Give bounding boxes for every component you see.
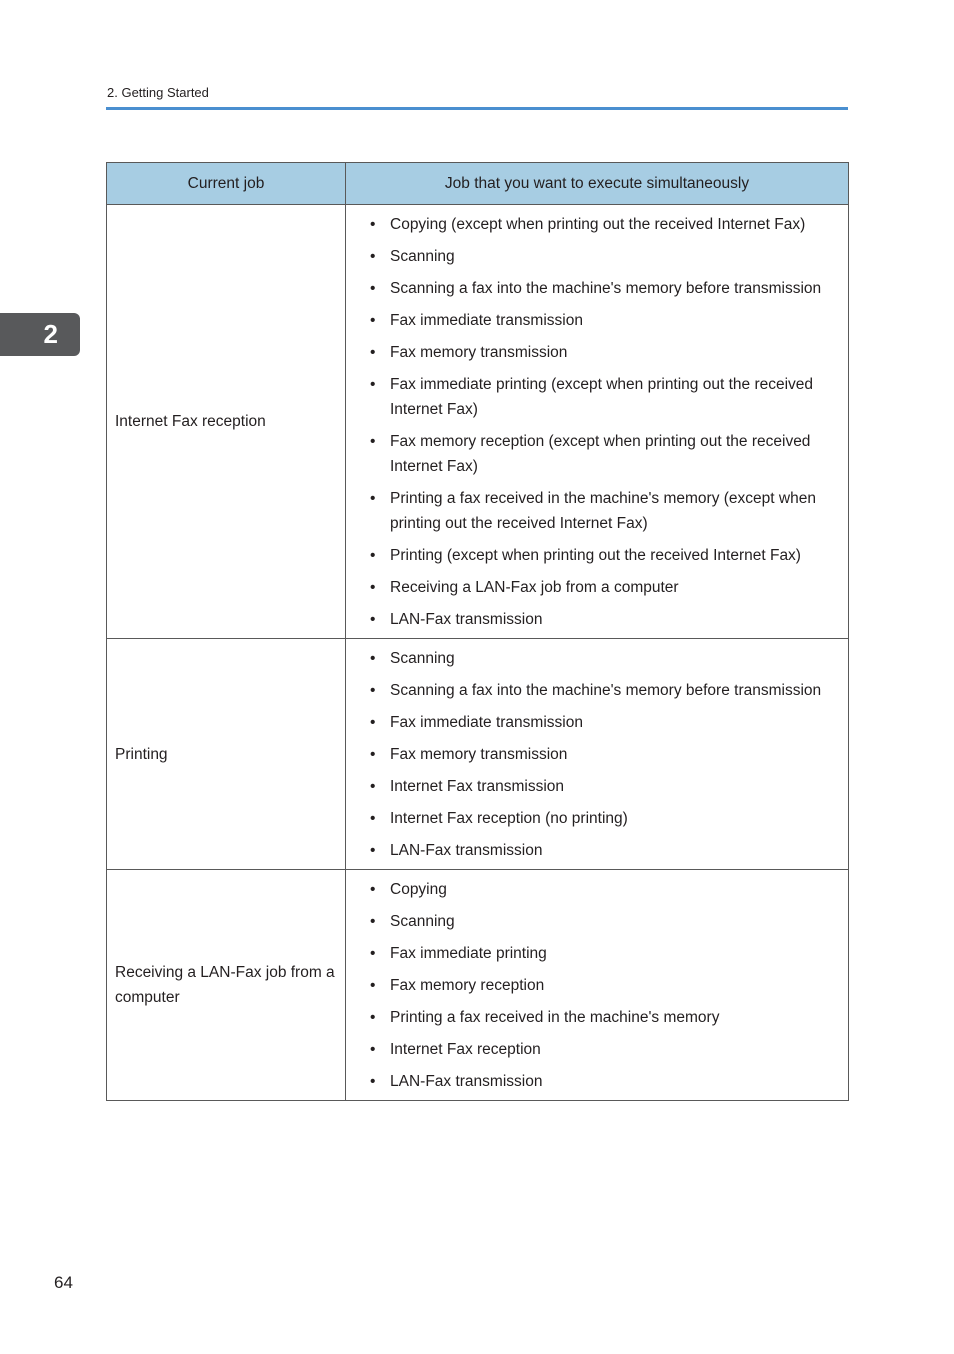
list-item-text: Printing a fax received in the machine's memory — [390, 1009, 720, 1026]
bullet-icon: • — [370, 344, 376, 361]
list-item-text: Fax immediate printing — [390, 945, 547, 962]
list-item-text: Copying (except when printing out the received Internet Fax) — [390, 216, 806, 233]
list-item — [370, 372, 842, 422]
list-item-text: Printing (except when printing out the received Internet Fax) — [390, 547, 801, 564]
list-item-text: Internet Fax transmission — [390, 778, 565, 795]
list-item-text: LAN-Fax transmission — [390, 842, 543, 859]
bullet-icon: • — [370, 746, 376, 763]
list-item — [370, 678, 842, 703]
bullet-icon: • — [370, 977, 376, 994]
current-job-cell: Printing — [107, 639, 346, 870]
simultaneous-jobs-list — [370, 212, 842, 632]
list-item — [370, 486, 842, 536]
list-item — [370, 877, 842, 902]
list-item-text: Fax memory transmission — [390, 746, 568, 763]
simultaneous-jobs-list — [370, 646, 842, 863]
bullet-icon: • — [370, 1073, 376, 1090]
table-row — [107, 639, 849, 870]
table-row — [107, 205, 849, 639]
list-item — [370, 838, 842, 863]
bullet-icon: • — [370, 778, 376, 795]
page-number: 64 — [54, 1273, 73, 1292]
list-item — [370, 710, 842, 735]
bullet-icon: • — [370, 682, 376, 699]
list-item — [370, 276, 842, 301]
bullet-icon: • — [370, 376, 376, 393]
table-body — [107, 205, 849, 1101]
bullet-icon: • — [370, 913, 376, 930]
bullet-icon: • — [370, 547, 376, 564]
list-item — [370, 308, 842, 333]
list-item — [370, 909, 842, 934]
list-item — [370, 575, 842, 600]
list-item — [370, 1005, 842, 1030]
list-item — [370, 244, 842, 269]
list-item-text: Scanning — [390, 248, 455, 265]
list-item-text: Copying — [390, 881, 447, 898]
table-row — [107, 870, 849, 1101]
list-item-text: Printing a fax received in the machine's memory (except when printing out the received Internet Fax) — [390, 490, 816, 532]
bullet-icon: • — [370, 216, 376, 233]
column-header-simultaneous-job: Job that you want to execute simultaneously — [346, 163, 849, 205]
bullet-icon: • — [370, 945, 376, 962]
bullet-icon: • — [370, 490, 376, 507]
column-header-current-job: Current job — [107, 163, 346, 205]
list-item-text: LAN-Fax transmission — [390, 1073, 543, 1090]
list-item — [370, 607, 842, 632]
chapter-tab: 2 — [0, 313, 80, 356]
list-item — [370, 941, 842, 966]
list-item — [370, 646, 842, 671]
bullet-icon: • — [370, 579, 376, 596]
list-item-text: Scanning a fax into the machine's memory before transmission — [390, 682, 822, 699]
list-item-text: Internet Fax reception — [390, 1041, 541, 1058]
bullet-icon: • — [370, 842, 376, 859]
list-item — [370, 742, 842, 767]
bullet-icon: • — [370, 881, 376, 898]
bullet-icon: • — [370, 611, 376, 628]
bullet-icon: • — [370, 650, 376, 667]
bullet-icon: • — [370, 248, 376, 265]
bullet-icon: • — [370, 312, 376, 329]
list-item — [370, 212, 842, 237]
table-header-row — [107, 163, 849, 205]
list-item-text: Fax immediate transmission — [390, 714, 583, 731]
list-item-text: LAN-Fax transmission — [390, 611, 543, 628]
list-item-text: Fax memory reception — [390, 977, 545, 994]
list-item — [370, 340, 842, 365]
list-item-text: Fax immediate printing (except when printing out the received Internet Fax) — [390, 376, 814, 418]
list-item-text: Fax immediate transmission — [390, 312, 583, 329]
list-item — [370, 806, 842, 831]
list-item — [370, 1069, 842, 1094]
bullet-icon: • — [370, 1041, 376, 1058]
running-header: 2. Getting Started — [107, 85, 209, 100]
list-item — [370, 543, 842, 568]
bullet-icon: • — [370, 1009, 376, 1026]
list-item-text: Scanning a fax into the machine's memory before transmission — [390, 280, 822, 297]
list-item-text: Scanning — [390, 650, 455, 667]
simultaneous-jobs-cell — [346, 870, 849, 1101]
list-item-text: Receiving a LAN-Fax job from a computer — [390, 579, 679, 596]
bullet-icon: • — [370, 280, 376, 297]
simultaneous-jobs-cell — [346, 205, 849, 639]
bullet-icon: • — [370, 810, 376, 827]
list-item-text: Fax memory reception (except when printing out the received Internet Fax) — [390, 433, 811, 475]
bullet-icon: • — [370, 433, 376, 450]
bullet-icon: • — [370, 714, 376, 731]
job-table — [106, 162, 849, 1101]
header-rule — [106, 107, 848, 110]
simultaneous-jobs-list — [370, 877, 842, 1094]
list-item — [370, 973, 842, 998]
list-item — [370, 1037, 842, 1062]
list-item — [370, 429, 842, 479]
current-job-cell: Internet Fax reception — [107, 205, 346, 639]
list-item-text: Internet Fax reception (no printing) — [390, 810, 628, 827]
current-job-cell: Receiving a LAN-Fax job from a computer — [107, 870, 346, 1101]
list-item-text: Scanning — [390, 913, 455, 930]
list-item — [370, 774, 842, 799]
list-item-text: Fax memory transmission — [390, 344, 568, 361]
simultaneous-jobs-cell — [346, 639, 849, 870]
